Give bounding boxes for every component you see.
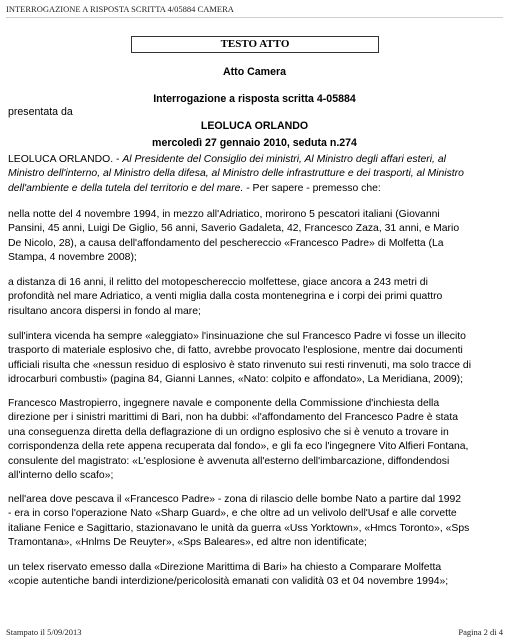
body-paragraph bbox=[8, 330, 504, 388]
intro-tail: - Per sapere - premesso che: bbox=[243, 182, 381, 194]
body-paragraph bbox=[8, 561, 504, 590]
paragraph-line: direzione per i sinistri marittimi di Bari, non ha dubbi: «l'affondamento del Francesco Padre è stata bbox=[8, 412, 458, 424]
body-paragraph bbox=[8, 397, 504, 483]
paragraph-line: corrispondenza della rete appena recuperata dal fondo», e gli fa eco l'ingegnere Vito Alfieri Fontana, bbox=[8, 441, 469, 453]
author-name: LEOLUCA ORLANDO bbox=[200, 120, 309, 132]
paragraph-line: Stampa, 4 novembre 2008); bbox=[8, 252, 137, 264]
paragraph-line: consulente del magistrato: «L'esplosione è avvenuta all'esterno dell'imbarcazione, diffondendosi bbox=[8, 455, 450, 467]
addressees-line: Al Presidente del Consiglio dei ministri, Al Ministro degli affari esteri, al bbox=[122, 154, 446, 165]
print-date: Stampato il 5/09/2013 bbox=[6, 627, 82, 637]
paragraph-line: all'interno dello scafo»; bbox=[8, 470, 114, 482]
addressees-line: dell'ambiente e della tutela del territorio e del mare. bbox=[8, 182, 244, 194]
body-paragraph bbox=[8, 493, 504, 551]
presented-by-label: presentata da bbox=[8, 106, 73, 118]
paragraph-line: trasporto di materiale esplosivo che, di fatto, avrebbe provocato l'esplosione, mentre dai documenti bbox=[8, 345, 463, 357]
paragraph-line: profondità nel mare Adriatico, a venti miglia dalla costa montenegrina e i corpi dei primi quattro bbox=[8, 291, 443, 303]
paragraph-line: ufficiali risulta che «nessun residuo di esplosivo è stato rinvenuto sui resti rinvenuti, ma solo tracce di bbox=[8, 359, 472, 371]
paragraph-line: Pansini, 45 anni, Luigi De Giglio, 56 anni, Saverio Gadaleta, 42, Francesco Zaza, 31 anni, e Mario bbox=[8, 223, 460, 235]
paragraph-line: idrocarburi combusti» (pagina 84, Gianni Lannes, «Nato: colpito e affondato», La Meridiana, 2009); bbox=[8, 374, 463, 386]
paragraph-line: Francesco Mastropierro, ingegnere navale e componente della Commissione d'inchiesta della bbox=[8, 398, 440, 409]
intro-paragraph bbox=[8, 153, 504, 196]
paragraph-line: «copie autentiche bandi interdizione/pericolosità emanati con validità 03 et 04 novembre 1994»; bbox=[8, 576, 449, 588]
paragraph-line: una conseguenza diretta della deflagrazione di un ordigno esplosivo che si è venuto a trovare in bbox=[8, 426, 449, 438]
page-number: Pagina 2 di 4 bbox=[458, 627, 503, 637]
paragraph-line: a distanza di 16 anni, il relitto del motopeschereccio molfettese, giace ancora a 243 metri di bbox=[8, 277, 428, 288]
paragraph-line: risultano ancora dispersi in fondo al mare; bbox=[8, 305, 201, 317]
chamber-label: Atto Camera bbox=[223, 66, 286, 78]
paragraph-line: nella notte del 4 novembre 1994, in mezzo all'Adriatico, morirono 5 pescatori italiani (Giovanni bbox=[8, 209, 440, 220]
paragraph-line: - era in corso l'operazione Nato «Sharp Guard», e che oltre ad un velivolo dell'Usaf e alle corvette bbox=[8, 508, 457, 520]
document-title: TESTO ATTO bbox=[131, 36, 379, 53]
paragraph-line: sull'intera vicenda ha sempre «aleggiato» l'insinuazione che sul Francesco Padre vi fosse un illecito bbox=[8, 331, 466, 342]
act-type: Interrogazione a risposta scritta 4-05884 bbox=[153, 93, 356, 105]
page-header: INTERROGAZIONE A RISPOSTA SCRITTA 4/05884 CAMERA bbox=[6, 4, 503, 18]
paragraph-line: De Nicolo, 28), a causa dell'affondamento del peschereccio «Francesco Padre» di Molfetta (La bbox=[8, 237, 444, 249]
paragraph-line: un telex riservato emesso dalla «Direzione Marittima di Bari» ha chiesto a Comparare Molfetta bbox=[8, 562, 442, 573]
body-paragraph bbox=[8, 208, 504, 266]
paragraph-line: italiane Fenice e Sagittario, stazionavano le unità da guerra «Uss Yorktown», «Hmcs Toronto», «Sps bbox=[8, 522, 470, 534]
body-paragraph bbox=[8, 276, 504, 319]
session-date: mercoledì 27 gennaio 2010, seduta n.274 bbox=[152, 137, 357, 149]
paragraph-line: nell'area dove pescava il «Francesco Padre» - zona di rilascio delle bombe Nato a partire dal 1992 bbox=[8, 494, 462, 505]
intro-lead: LEOLUCA ORLANDO. - bbox=[8, 154, 123, 165]
paragraph-line: Tramontana», «Hnlms De Reuyter», «Sps Baleares», ed altre non identificate; bbox=[8, 537, 367, 549]
addressees-line: Ministro dell'interno, al Ministro della difesa, al Ministro delle infrastrutture e dei trasporti, al Ministro bbox=[8, 168, 464, 180]
